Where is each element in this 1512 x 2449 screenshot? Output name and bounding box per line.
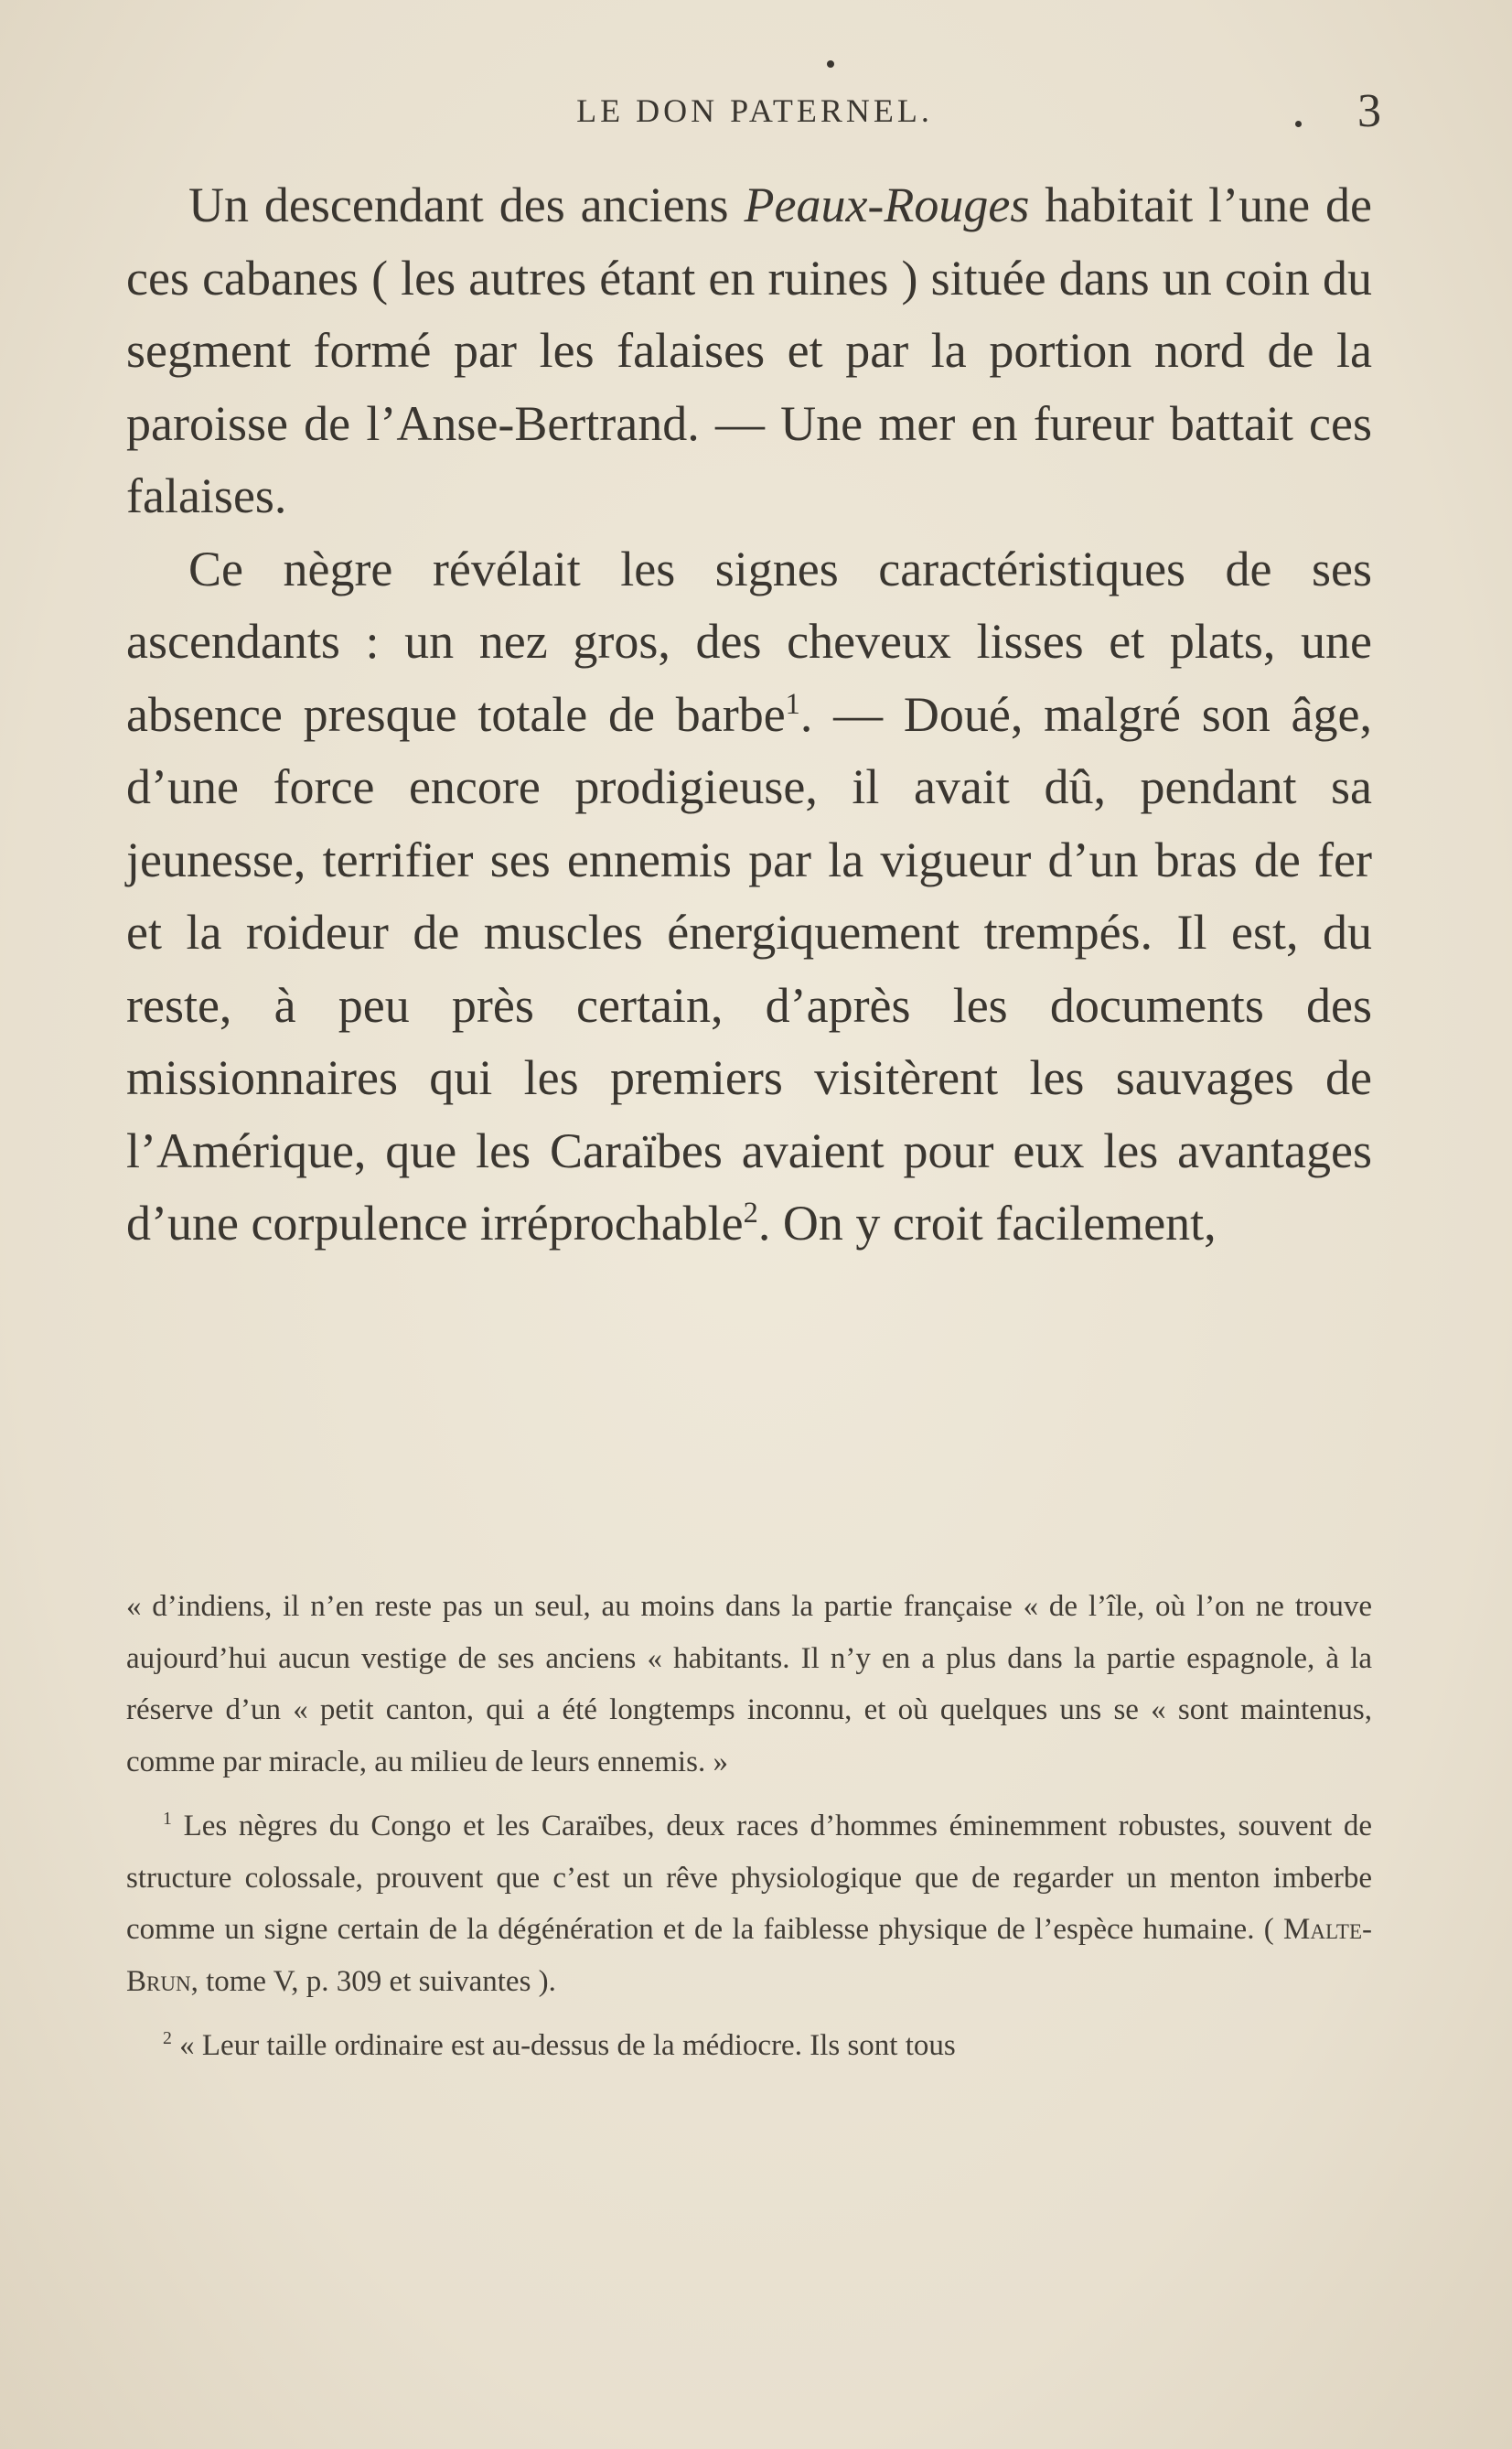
ink-speck — [827, 60, 834, 68]
footnote-marker: 2 — [163, 2028, 172, 2048]
footnotes — [126, 1581, 1372, 2072]
paragraph — [126, 169, 1372, 533]
main-text — [126, 169, 1372, 1261]
page-number: 3 — [1357, 85, 1381, 137]
quote-line: « de l’île, où l’on ne trouve aujourd’hui aucun vestige de ses anciens — [126, 1590, 1373, 1675]
text-run: Un descendant des anciens — [188, 177, 745, 232]
italic-term: Peaux-Rouges — [744, 177, 1030, 232]
quote-line: « d’indiens, il n’en reste pas un seul, au moins dans la partie française — [126, 1590, 1013, 1623]
author-name: Malte-Brun — [126, 1913, 1372, 1998]
quote-line: « petit canton, qui a été longtemps inconnu, et où quelques uns se — [293, 1693, 1139, 1726]
running-title: LE DON PATERNEL. — [576, 92, 933, 129]
footnote-ref: 2 — [743, 1197, 758, 1230]
quote-line: « sont maintenus, comme par miracle, au milieu de leurs ennemis. » — [126, 1693, 1372, 1778]
paragraph — [126, 533, 1372, 1261]
quote-line: « habitants. Il n’y en a plus dans la partie espagnole, à la réserve d’un — [126, 1641, 1372, 1726]
footnote-ref: 1 — [785, 687, 800, 721]
footnote-1 — [126, 1800, 1372, 2007]
text-run: . On y croit facilement, — [757, 1196, 1217, 1251]
text-run: Ce nègre révélait les signes caractéristiques de ses ascendants : un nez gros, des cheveux lisses et plats, une absence presque totale de barbe — [126, 541, 1372, 742]
text-run: « Leur taille ordinaire est au-dessus de la médiocre. Ils sont tous — [171, 2029, 956, 2062]
text-run: . — Doué, malgré son âge, d’une force encore prodigieuse, il avait dû, pendant sa jeunesse, terrifier ses ennemis par la vigueur d’un bras de fer et la roideur de muscles énergiquement trempés. Il est, du reste, à peu près certain, d’après les documents des missionnaires qui les premiers visitèrent les sauvages de l’Amérique, que les Caraïbes avaient pour eux les avantages d’une corpulence irréprochable — [126, 686, 1372, 1251]
text-run: Les nègres du Congo et les Caraïbes, deux races d’hommes éminemment robustes, souvent de structure colossale, prouvent que c’est un rêve physiologique que de regarder un menton imberbe comme un signe certain de la dégénération et de la faiblesse physique de l’espèce humaine. ( — [126, 1810, 1372, 1946]
footnote-2 — [126, 2020, 1372, 2072]
text-run: habitait l’une de ces cabanes ( les autres étant en ruines ) située dans un coin du segment formé par les falaises et par la portion nord de la paroisse de l’Anse-Bertrand. — Une mer en fureur battait ces falaises. — [126, 177, 1372, 523]
footnote-marker: 1 — [163, 1809, 172, 1829]
page-header — [128, 84, 1381, 139]
footnote-continuation — [126, 1581, 1372, 1788]
text-run: , tome V, p. 309 et suivantes ). — [190, 1964, 556, 1998]
